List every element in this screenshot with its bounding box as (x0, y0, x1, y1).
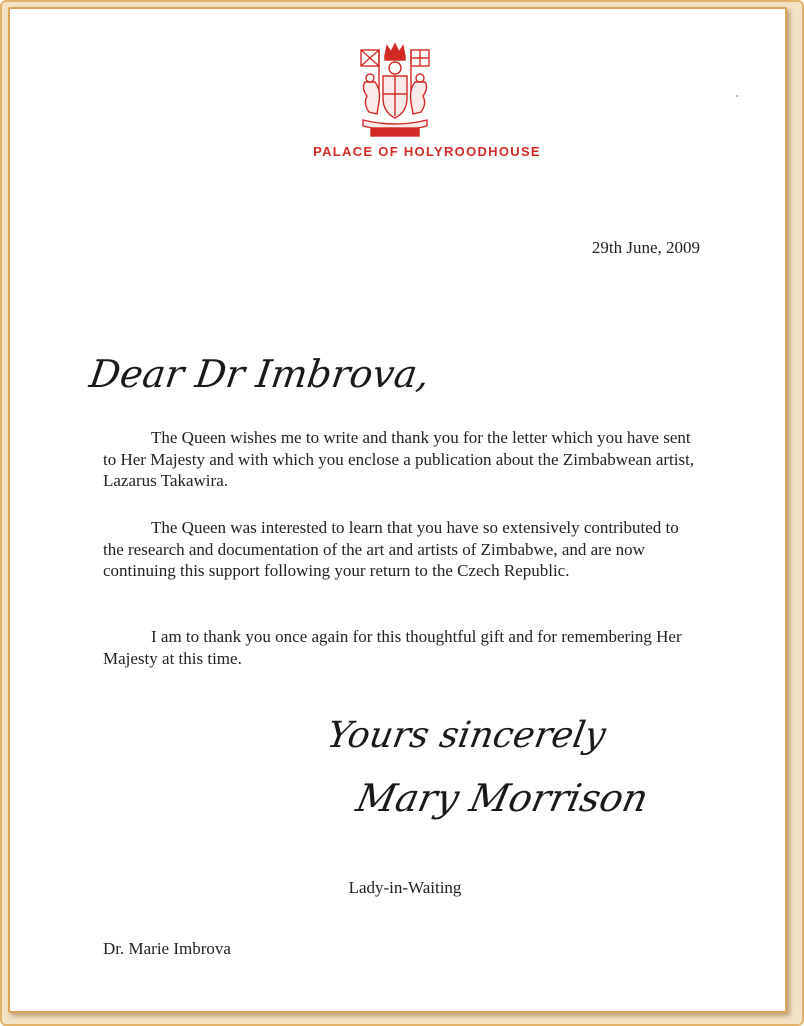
signatory-title: Lady-in-Waiting (348, 878, 462, 897)
svg-text:Dear Dr Imbrova,: Dear Dr Imbrova, (86, 353, 432, 397)
svg-text:Mary Morrison: Mary Morrison (352, 776, 653, 821)
handwritten-salutation (86, 331, 432, 406)
paper-speck (736, 95, 738, 97)
recipient-name: Dr. Marie Imbrova (103, 939, 231, 958)
handwritten-signature (352, 757, 653, 837)
svg-text:Yours sincerely: Yours sincerely (323, 713, 610, 756)
letter-date: 29th June, 2009 (591, 238, 700, 257)
letter-paragraph: The Queen wishes me to write and thank you for the letter which you have sent to Her Majesty and with which you enclose a publication about the Zimbabwean artist, Lazarus Takawira. (103, 428, 695, 490)
royal-coat-of-arms-icon (355, 42, 435, 140)
letter-paragraph: The Queen was interested to learn that you have so extensively contributed to the research and documentation of the art and artists of Zimbabwe, and are now continuing this support following your return to the Czech Republic. (103, 518, 679, 580)
letterhead-title: PALACE OF HOLYROODHOUSE (313, 144, 541, 159)
letter-page (8, 7, 787, 1013)
letter-paragraph: I am to thank you once again for this thoughtful gift and for remembering Her Majesty at this time. (103, 627, 682, 668)
